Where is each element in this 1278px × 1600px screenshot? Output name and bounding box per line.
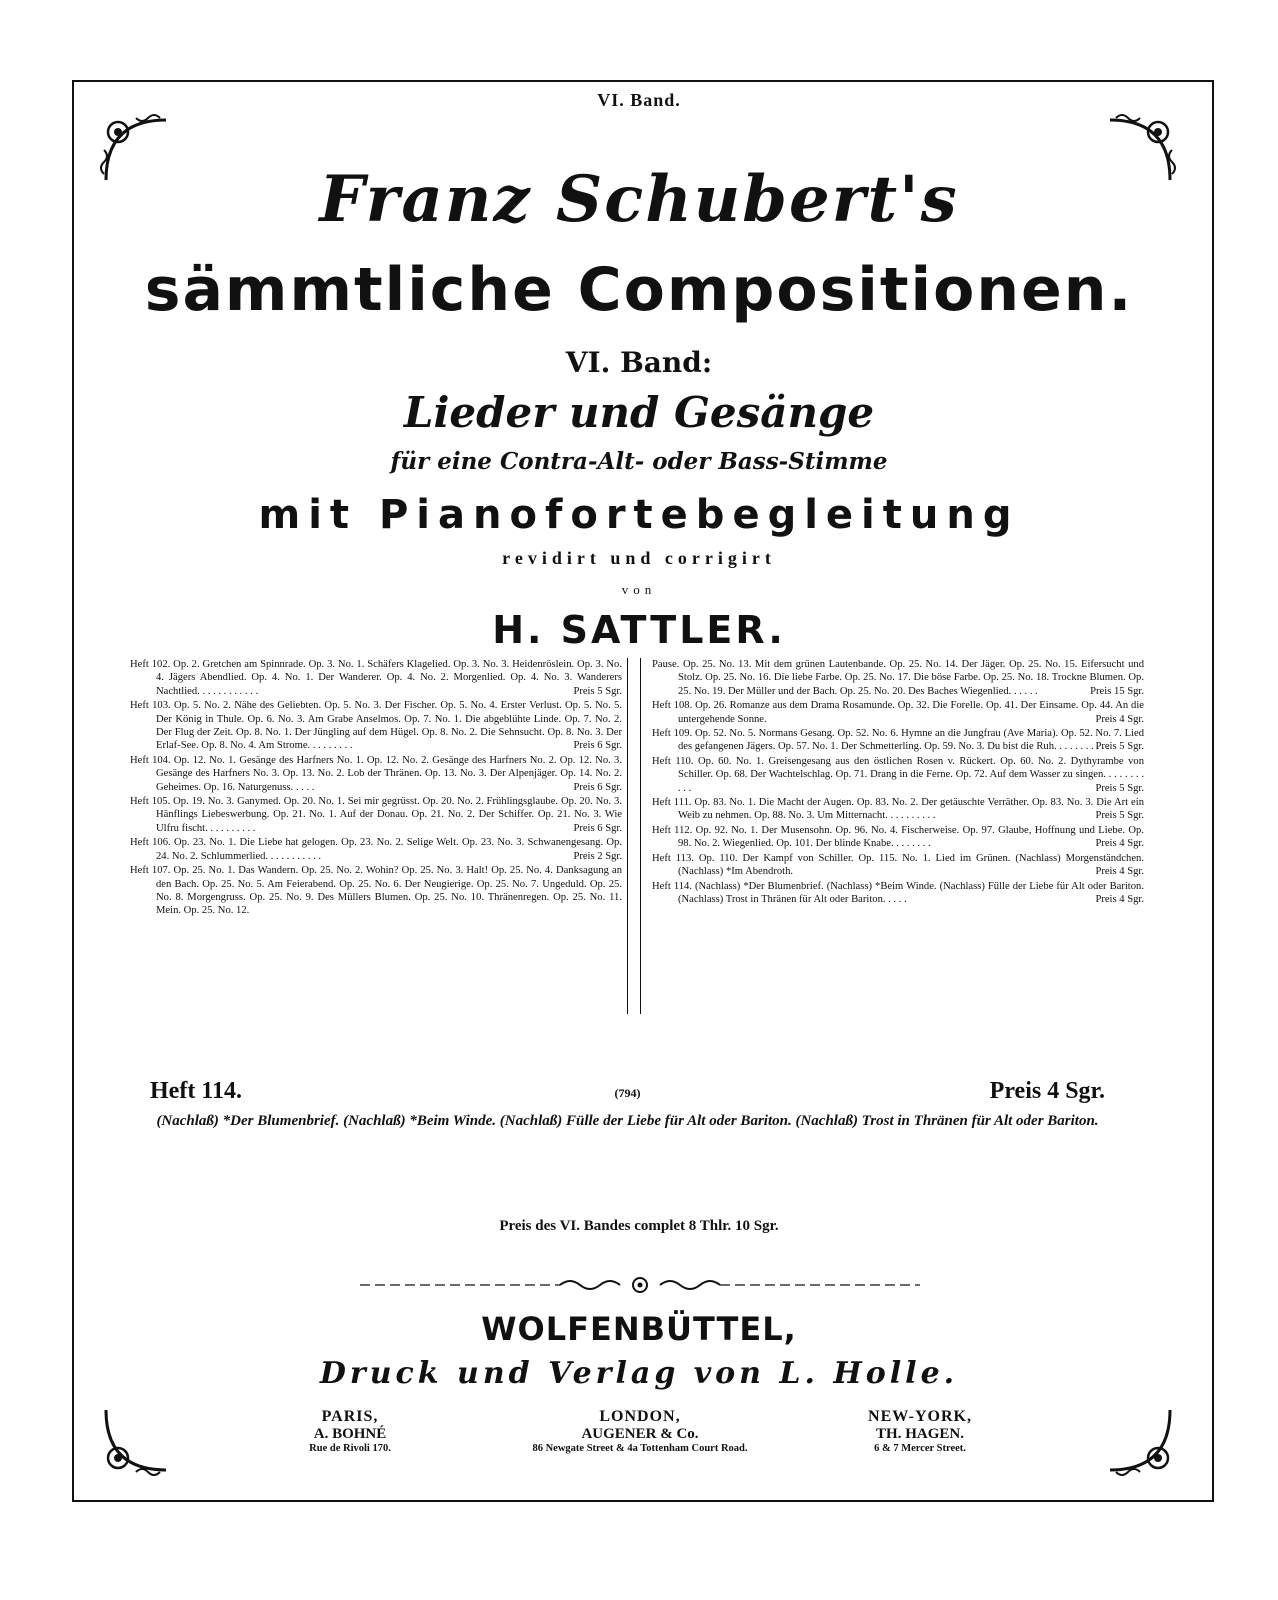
list-item: [130, 754, 622, 794]
entry-text: Heft 111. Op. 83. No. 1. Die Macht der Augen. Op. 83. No. 2. Der getäuschte Verräther. Op. 83. No. 3. Die Art ein Weib zu nehmen. Op. 88. No. 3. Um Mitternacht. . . . . . . . . .: [652, 797, 1144, 822]
entry-price: Preis 4 Sgr.: [1095, 838, 1144, 850]
heft-price: Preis 4 Sgr.: [989, 1078, 1105, 1104]
band-header: VI. Band.: [597, 90, 681, 110]
branch-city: LONDON,: [599, 1408, 681, 1425]
list-item: [130, 795, 622, 835]
column-divider: [627, 658, 641, 1014]
list-item: [652, 796, 1144, 823]
plate-number: (794): [614, 1086, 641, 1100]
entry-price: Preis 5 Sgr.: [573, 685, 622, 697]
branch-city: PARIS,: [321, 1408, 379, 1425]
left-column: [130, 658, 622, 919]
branch-name: A. BOHNÉ: [313, 1426, 387, 1442]
list-item: [130, 658, 622, 698]
revised-note: revidirt und corrigirt: [502, 548, 776, 568]
corner-flourish-icon: [1100, 1400, 1180, 1480]
heft-description: (Nachlaß) *Der Blumenbrief. (Nachlaß) *Beim Winde. (Nachlaß) Fülle der Liebe für Alt oder Bariton. (Nachlaß) Trost in Thränen für Alt oder Bariton.: [156, 1113, 1099, 1129]
entry-text: Heft 114. (Nachlass) *Der Blumenbrief. (Nachlass) *Beim Winde. (Nachlass) Fülle der Liebe für Alt oder Bariton. (Nachlass) Trost in Thränen für Alt oder Bariton. . . . .: [652, 880, 1144, 905]
volume-price: Preis des VI. Bandes complet 8 Thlr. 10 Sgr.: [499, 1218, 779, 1234]
volume-label: VI. Band:: [565, 346, 713, 379]
list-item: [130, 864, 622, 918]
list-item: [652, 727, 1144, 754]
list-item: [652, 699, 1144, 726]
corner-flourish-icon: [96, 1400, 176, 1480]
publisher-city: WOLFENBÜTTEL,: [481, 1310, 797, 1348]
genre-title: Lieder und Gesänge: [403, 388, 875, 437]
by-label: von: [621, 582, 657, 597]
branch-name: TH. HAGEN.: [876, 1426, 964, 1442]
entry-text: Heft 102. Op. 2. Gretchen am Spinnrade. Op. 3. No. 1. Schäfers Klagelied. Op. 3. No. 3. Heidenröslein. Op. 3. No. 4. Jägers Abendlied. Op. 4. No. 1. Der Wanderer. Op. 4. No. 2. Morgenlied. Op. 4. No. 3. Wanderers Nachtlied. . . . . . . . . . . .: [130, 659, 622, 697]
entry-text: Heft 112. Op. 92. No. 1. Der Musensohn. Op. 96. No. 4. Fischerweise. Op. 97. Glaube, Hoffnung und Liebe. Op. 98. No. 2. Wiegenlied. Op. 101. Der blinde Knabe. . . . . . . .: [652, 824, 1144, 850]
editor-name: H. SATTLER.: [492, 608, 786, 652]
right-column: [652, 658, 1144, 907]
entry-text: Heft 104. Op. 12. No. 1. Gesänge des Harfners No. 1. Op. 12. No. 2. Gesänge des Harfners No. 2. Op. 12. No. 3. Gesänge des Harfners No. 3. Op. 13. No. 2. Lob der Thränen. Op. 13. No. 3. Der Alpenjäger. Op. 14. No. 2. Geheimes. Op. 16. Naturgenuss. . . . .: [130, 754, 622, 793]
list-item: [652, 824, 1144, 851]
list-item: [652, 880, 1144, 907]
branch-city: NEW-YORK,: [868, 1408, 972, 1425]
entry-price: Preis 4 Sgr.: [1095, 713, 1144, 725]
list-item: [130, 836, 622, 863]
entry-price: Preis 15 Sgr.: [1090, 685, 1144, 697]
entry-text: Heft 109. Op. 52. No. 5. Normans Gesang. Op. 52. No. 6. Hymne an die Jungfrau (Ave Maria). Op. 52. No. 7. Lied des gefangenen Jägers. Op. 57. No. 1. Der Schmetterling. Op. 59. No. 3. Du bist die Ruh. . . . . . . . . . .: [652, 728, 1144, 753]
entry-text: Heft 105. Op. 19. No. 3. Ganymed. Op. 20. No. 1. Sei mir gegrüsst. Op. 20. No. 2. Frühlingsglaube. Op. 20. No. 3. Hänflings Liebeswerbung. Op. 21. No. 1. Auf der Donau. Op. 21. No. 2. Der Schiffer. Op. 21. No. 3. Wie Ulfru fischt. . . . . . . . . .: [130, 796, 622, 834]
branch-address: 6 & 7 Mercer Street.: [874, 1443, 966, 1454]
entry-price: Preis 6 Sgr.: [573, 781, 622, 793]
entry-text: Heft 113. Op. 110. Der Kampf von Schiller. Op. 115. No. 1. Lied im Grünen. (Nachlass) Morgenständchen. (Nachlass) *Im Abendroth.: [652, 852, 1144, 878]
entry-text: Heft 106. Op. 23. No. 1. Die Liebe hat gelogen. Op. 23. No. 2. Selige Welt. Op. 23. No. 3. Schwanengesang. Op. 24. No. 2. Schlummerlied. . . . . . . . . . .: [130, 837, 622, 862]
entry-text: Heft 103. Op. 5. No. 2. Nähe des Geliebten. Op. 5. No. 3. Der Fischer. Op. 5. No. 4. Erster Verlust. Op. 5. No. 5. Der König in Thule. Op. 6. No. 3. Am Grabe Anselmos. Op. 7. No. 1. Die abgeblühte Linde. Op. 7. No. 2. Der Flug der Zeit. Op. 8. No. 1. Der Jüngling auf dem Hügel. Op. 8. No. 2. Die Sehnsucht. Op. 8. No. 3. Der Erlaf-See. Op. 8. No. 4. Am Strome. . . . . . . . .: [130, 700, 622, 752]
branch-london: [530, 1408, 750, 1455]
heft-label: Heft 114.: [150, 1078, 242, 1104]
entry-text: Heft 107. Op. 25. No. 1. Das Wandern. Op. 25. No. 2. Wohin? Op. 25. No. 3. Halt! Op. 25. No. 4. Danksagung an den Bach. Op. 25. No. 5. Am Feierabend. Op. 25. No. 6. Der Neugierige. Op. 25. No. 7. Ungeduld. Op. 25. No. 8. Morgengruss. Op. 25. No. 9. Des Müllers Blumen. Op. 25. No. 10. Thränenregen. Op. 25. No. 11. Mein. Op. 25. No. 12.: [130, 865, 622, 917]
entry-text: Pause. Op. 25. No. 13. Mit dem grünen Lautenbande. Op. 25. No. 14. Der Jäger. Op. 25. No. 15. Eifersucht und Stolz. Op. 25. No. 16. Die liebe Farbe. Op. 25. No. 17. Die böse Farbe. Op. 25. No. 18. Trockne Blumen. Op. 25. No. 19. Der Müller und der Bach. Op. 25. No. 20. Des Baches Wiegenlied. . . . . .: [652, 659, 1144, 697]
divider-flourish-icon: [360, 1275, 920, 1295]
entry-price: Preis 6 Sgr.: [573, 740, 622, 752]
branch-address: 86 Newgate Street & 4a Tottenham Court Road.: [532, 1443, 748, 1454]
entry-price: Preis 5 Sgr.: [1095, 782, 1144, 794]
entry-price: Preis 4 Sgr.: [1095, 866, 1144, 878]
entry-price: Preis 4 Sgr.: [1095, 893, 1144, 905]
voice-subtitle: für eine Contra-Alt- oder Bass-Stimme: [390, 448, 888, 475]
branch-paris: [250, 1408, 450, 1455]
composer-title: Franz Schubert's: [319, 162, 959, 237]
branch-new-york: [820, 1408, 1020, 1455]
entry-price: Preis 6 Sgr.: [573, 822, 622, 834]
list-item: [130, 699, 622, 753]
entry-price: Preis 5 Sgr.: [1095, 741, 1144, 753]
list-item: [652, 658, 1144, 698]
collection-title: sämmtliche Compositionen.: [144, 255, 1134, 325]
entry-text: Heft 110. Op. 60. No. 1. Greisengesang aus den östlichen Rosen v. Rückert. Op. 60. No. 2. Dythyrambe von Schiller. Op. 68. Der Wachtelschlag. Op. 71. Drang in die Ferne. Op. 72. Auf dem Wasser zu singen. . . . . . . . . . .: [652, 755, 1144, 794]
entry-price: Preis 5 Sgr.: [1095, 810, 1144, 822]
publisher-imprint: Druck und Verlag von L. Holle.: [319, 1356, 959, 1391]
accompaniment-title: mit Pianofortebegleitung: [258, 492, 1020, 538]
list-item: [652, 755, 1144, 795]
list-item: [652, 852, 1144, 879]
branch-name: AUGENER & Co.: [581, 1426, 699, 1442]
heft-header: [150, 1078, 1105, 1108]
entry-text: Heft 108. Op. 26. Romanze aus dem Drama Rosamunde. Op. 32. Die Forelle. Op. 41. Der Einsame. Op. 44. An die untergehende Sonne.: [652, 700, 1144, 725]
entry-price: Preis 2 Sgr.: [573, 850, 622, 862]
contents-list: [130, 658, 1144, 1018]
branch-address: Rue de Rivoli 170.: [309, 1443, 391, 1454]
